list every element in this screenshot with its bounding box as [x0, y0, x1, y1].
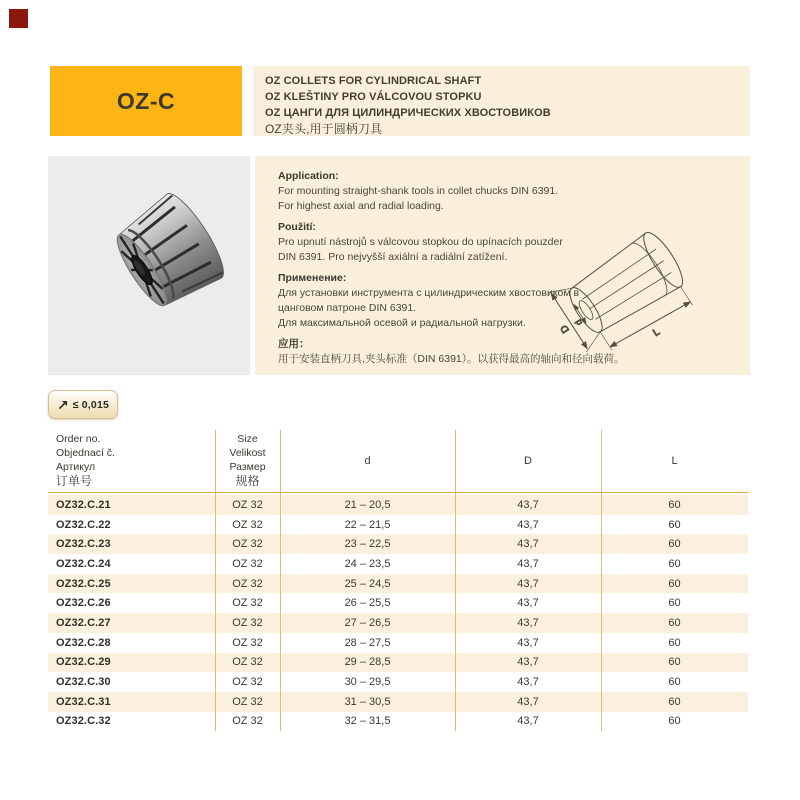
cell-L: 60: [668, 597, 681, 610]
cell-d: 22 – 21,5: [344, 518, 391, 531]
cell-order: OZ32.C.24: [56, 557, 111, 570]
cell-order: OZ32.C.25: [56, 577, 111, 590]
cell-size: OZ 32: [232, 557, 263, 570]
collet-photo: [48, 156, 250, 375]
cell-L: 60: [668, 577, 681, 590]
cell-D: 43,7: [517, 557, 539, 570]
cell-size: OZ 32: [232, 518, 263, 531]
table-row: [48, 653, 748, 673]
table-row: [48, 692, 748, 712]
cell-order: OZ32.C.29: [56, 656, 111, 669]
table-row: [48, 613, 748, 633]
cell-D: 43,7: [517, 695, 539, 708]
table-body: [48, 495, 748, 731]
cell-L: 60: [668, 616, 681, 629]
application-line: Pro upnutí nástrojů s válcovou stopkou do upínacích pouzder: [278, 236, 563, 248]
brand-logo-square: [9, 9, 28, 28]
table-row: [48, 554, 748, 574]
product-code-box: [50, 66, 242, 136]
cell-D: 43,7: [517, 636, 539, 649]
cell-d: 25 – 24,5: [344, 577, 391, 590]
cell-size: OZ 32: [232, 715, 263, 728]
cell-size: OZ 32: [232, 597, 263, 610]
application-label: Použití:: [278, 221, 316, 233]
runout-arrow-icon: ↗: [56, 396, 69, 413]
runout-tolerance-badge: [48, 390, 118, 419]
application-label: Применение:: [278, 272, 347, 284]
column-divider: [215, 430, 216, 731]
cell-order: OZ32.C.32: [56, 715, 111, 728]
cell-d: 30 – 29,5: [344, 676, 391, 689]
column-header-L: L: [671, 455, 678, 467]
header-divider-line: [48, 492, 748, 493]
application-line: For mounting straight-shank tools in collet chucks DIN 6391.: [278, 185, 559, 197]
column-divider: [455, 430, 456, 731]
cell-order: OZ32.C.22: [56, 518, 111, 531]
cell-size: OZ 32: [232, 676, 263, 689]
cell-D: 43,7: [517, 498, 539, 511]
cell-L: 60: [668, 656, 681, 669]
technical-diagram: [548, 190, 748, 352]
cell-d: 29 – 28,5: [344, 656, 391, 669]
cell-d: 27 – 26,5: [344, 616, 391, 629]
application-label: Application:: [278, 170, 339, 182]
dim-label-D: D: [558, 322, 572, 335]
cell-size: OZ 32: [232, 538, 263, 551]
table-row: [48, 712, 748, 732]
cell-D: 43,7: [517, 518, 539, 531]
cell-order: OZ32.C.30: [56, 676, 111, 689]
column-header-d: d: [364, 455, 371, 467]
cell-D: 43,7: [517, 616, 539, 629]
table-row: [48, 672, 748, 692]
application-label: 应用：: [278, 338, 310, 350]
cell-order: OZ32.C.27: [56, 616, 111, 629]
cell-order: OZ32.C.26: [56, 597, 111, 610]
application-line: цанговом патроне DIN 6391.: [278, 302, 417, 314]
cell-L: 60: [668, 676, 681, 689]
application-line: Для максимальной осевой и радиальной нагрузки.: [278, 317, 526, 329]
cell-D: 43,7: [517, 597, 539, 610]
title-cs: OZ KLEŠTINY PRO VÁLCOVOU STOPKU: [265, 91, 482, 103]
cell-L: 60: [668, 557, 681, 570]
cell-L: 60: [668, 498, 681, 511]
collet-photo-panel: [48, 156, 250, 375]
title-en: OZ COLLETS FOR CYLINDRICAL SHAFT: [265, 75, 482, 87]
title-ru: OZ ЦАНГИ ДЛЯ ЦИЛИНДРИЧЕСКИХ ХВОСТОВИКОВ: [265, 107, 551, 119]
title-zh: OZ夹头,用于圆柄刀具: [265, 122, 383, 136]
cell-d: 24 – 23,5: [344, 557, 391, 570]
column-header-size: Size Velikost Размер 规格: [229, 433, 266, 488]
cell-order: OZ32.C.28: [56, 636, 111, 649]
cell-L: 60: [668, 695, 681, 708]
cell-D: 43,7: [517, 715, 539, 728]
product-code: OZ-C: [116, 87, 176, 114]
application-line: For highest axial and radial loading.: [278, 200, 444, 212]
cell-size: OZ 32: [232, 636, 263, 649]
application-line: 用于安装直柄刀具,夹头标准（DIN 6391）。以获得最高的轴向和径向载荷。: [278, 353, 625, 365]
cell-size: OZ 32: [232, 616, 263, 629]
cell-d: 21 – 20,5: [344, 498, 391, 511]
dim-label-d: d: [573, 317, 585, 328]
cell-size: OZ 32: [232, 656, 263, 669]
cell-D: 43,7: [517, 656, 539, 669]
cell-order: OZ32.C.21: [56, 498, 111, 511]
table-row: [48, 633, 748, 653]
cell-order: OZ32.C.31: [56, 695, 111, 708]
dimensions-table: [48, 430, 748, 734]
cell-L: 60: [668, 538, 681, 551]
cell-L: 60: [668, 518, 681, 531]
table-row: [48, 574, 748, 594]
cell-size: OZ 32: [232, 695, 263, 708]
table-row: [48, 495, 748, 515]
cell-d: 28 – 27,5: [344, 636, 391, 649]
cell-d: 32 – 31,5: [344, 715, 391, 728]
table-row: [48, 534, 748, 554]
runout-value: ≤ 0,015: [72, 398, 110, 411]
column-divider: [280, 430, 281, 731]
cell-D: 43,7: [517, 538, 539, 551]
cell-size: OZ 32: [232, 577, 263, 590]
cell-L: 60: [668, 715, 681, 728]
column-divider: [601, 430, 602, 731]
application-line: Для установки инструмента с цилиндрическим хвостовиком в: [278, 287, 580, 299]
column-header-order: Order no. Objednací č. Артикул 订单号: [56, 433, 115, 488]
application-line: DIN 6391. Pro nejvyšší axiální a radiální zatížení.: [278, 251, 508, 263]
dim-label-L: L: [651, 326, 662, 339]
application-text: [278, 169, 625, 367]
cell-order: OZ32.C.23: [56, 538, 111, 551]
cell-D: 43,7: [517, 577, 539, 590]
cell-d: 23 – 22,5: [344, 538, 391, 551]
table-header: [48, 430, 748, 492]
application-panel: [255, 156, 750, 375]
cell-D: 43,7: [517, 676, 539, 689]
cell-d: 31 – 30,5: [344, 695, 391, 708]
cell-size: OZ 32: [232, 498, 263, 511]
cell-d: 26 – 25,5: [344, 597, 391, 610]
cell-L: 60: [668, 636, 681, 649]
column-header-D: D: [524, 455, 532, 467]
table-row: [48, 593, 748, 613]
table-row: [48, 515, 748, 535]
title-panel: [253, 66, 750, 136]
